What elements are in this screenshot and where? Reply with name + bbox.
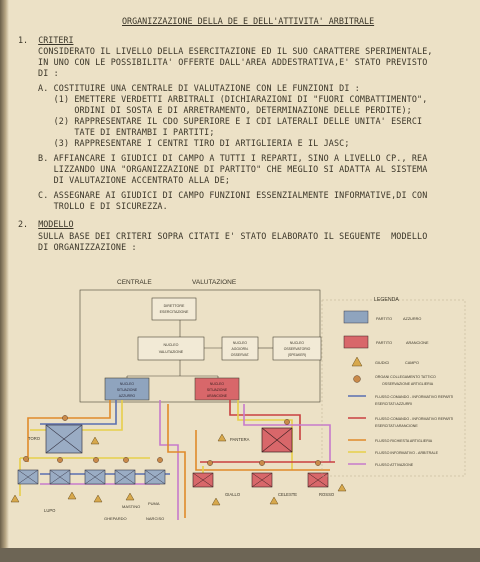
nucleo-valutazione-box (138, 337, 204, 360)
blue-sub-units (18, 470, 165, 484)
flusso-azzurro-line (40, 400, 116, 424)
box-label: NUCLEO (163, 343, 179, 347)
legend-label: FLUSSO ATTIVAZIONE (375, 463, 414, 467)
legend-label: FLUSSO COMANDO - INFORMATIVO REPARTI (375, 395, 454, 399)
organo-circle (207, 460, 212, 465)
giudice-triangle (126, 493, 134, 500)
unit-label: NARCISO (146, 516, 165, 521)
text-line: C. ASSEGNARE AI GIUDICI DI CAMPO FUNZIONI ESSENZIALMENTE INFORMATIVE,DI CON (38, 190, 428, 200)
box-label: SITUAZIONE (116, 388, 138, 392)
box-label: AZZURRO (118, 394, 136, 398)
box-label: NUCLEO (209, 382, 225, 386)
legend-label: ORGANI COLLEGAMENTO TATTICO (375, 375, 436, 379)
box-label: NUCLEO (119, 382, 135, 386)
section-number: 2. (18, 219, 29, 229)
centrale-label: CENTRALE (117, 279, 152, 286)
valutazione-label: VALUTAZIONE (192, 279, 237, 286)
box-label: VALUTAZIONE (158, 350, 184, 354)
organo-circle (157, 457, 162, 462)
legend-label: ARANCIONE (406, 341, 429, 345)
giudice-triangle (11, 495, 19, 502)
unit-label: GHEPARDO (104, 516, 127, 521)
document-title: ORGANIZZAZIONE DELLA DE E DELL'ATTIVITA' ARBITRALE (122, 16, 375, 26)
legend-triangle-icon (352, 357, 362, 366)
text-line: ORDINI DI SOSTA E DI ARRETRAMENTO, DETERMINAZIONE DELLE PERDITE); (38, 105, 412, 115)
blue-unit-labels (44, 501, 164, 521)
legend-label: FLUSSO RICHIESTA ARTIGLIERIA (375, 439, 433, 443)
box-label: AGGIORN. (231, 347, 249, 351)
nucleo-situazione-azzurro-box (105, 378, 149, 400)
legend-circle-icon (354, 376, 361, 383)
unit-label: CELESTE (278, 492, 298, 497)
legend-label: FLUSSO COMANDO - INFORMATIVO REPARTI (375, 417, 454, 421)
box-label: ESERCITAZIONE (159, 310, 189, 314)
legend-label: OSSERVAZIONE ARTIGLIERIA (382, 382, 434, 386)
organo-circle (259, 460, 264, 465)
organo-circle (315, 460, 320, 465)
organo-circle (23, 456, 28, 461)
text-line: DI : (38, 68, 59, 78)
legend (322, 297, 465, 476)
legend-label: GIUDICI (375, 361, 390, 365)
unit-label: GIALLO (225, 492, 241, 497)
section-title: CRITERI (38, 35, 74, 45)
text-line: DI VALUTAZIONE ACCENTRATO ALLA DE; (38, 175, 231, 185)
unit-label: TORO (28, 436, 41, 441)
giudice-triangle (68, 492, 76, 499)
box-label: (SPEAKER) (287, 353, 307, 357)
unit-label: MASTINO (122, 504, 141, 509)
section-number: 1. (18, 35, 29, 45)
section-title: MODELLO (38, 219, 74, 229)
organo-circle (123, 457, 128, 462)
box-label: NUCLEO (289, 341, 305, 345)
nucleo-aggiornamento-box (222, 337, 258, 360)
legend-title: LEGENDA (374, 297, 399, 303)
unit-label: ROSSO (319, 492, 335, 497)
nucleo-osservatorio-box (273, 337, 321, 360)
unit-label: LUPO (44, 508, 56, 513)
giudice-triangle (212, 498, 220, 505)
legend-label: ESERCITATI AZZURRI (375, 402, 413, 406)
red-sub-units (193, 473, 328, 487)
text-line: LIZZANDO UNA "ORGANIZZAZIONE DI PARTITO" CHE MEGLIO SI ADATTA AL SISTEMA (38, 164, 428, 174)
text-line: IN UNO CON LE POSSIBILITA' OFFERTE DALL'AREA ADDESTRATIVA,E' STATO PREVISTO (38, 57, 428, 67)
legend-label: PARTITO (376, 341, 393, 345)
box-label: ARANCIONE (206, 394, 228, 398)
organo-circle (93, 457, 98, 462)
text-line: TROLLO E DI SICUREZZA. (38, 201, 168, 211)
organo-circle (284, 419, 289, 424)
text-line: A. COSTITUIRE UNA CENTRALE DI VALUTAZIONE CON LE FUNZIONI DI : (38, 83, 360, 93)
legend-label: ESERCITATI ARANCIONE (375, 424, 418, 428)
giudice-triangle (338, 484, 346, 491)
text-line: DI ORGANIZZAZIONE : (38, 242, 137, 252)
giudice-triangle (270, 497, 278, 504)
legend-swatch-azzurro (344, 311, 368, 323)
box-label: NUCLEO (232, 341, 248, 345)
unit-label: PANTERA (230, 437, 250, 442)
unit-pantera (230, 428, 292, 452)
text-line: (2) RAPPRESENTARE IL CDO SUPERIORE E I CDI LATERALI DELLE UNITA' ESERCI (38, 116, 423, 126)
box-label: OSSERVAT. (230, 353, 250, 357)
box-label: SITUAZIONE (206, 388, 228, 392)
legend-label: AZZURRO (403, 317, 422, 321)
legend-swatch-arancione (344, 336, 368, 348)
box-label: OSSERVATORIO (283, 347, 311, 351)
direttore-box (152, 298, 196, 320)
giudice-triangle (218, 434, 226, 441)
legend-label: PARTITO (376, 317, 393, 321)
text-line: B. AFFIANCARE I GIUDICI DI CAMPO A TUTTI I REPARTI, SINO A LIVELLO CP., REA (38, 153, 428, 163)
text-line: CONSIDERATO IL LIVELLO DELLA ESERCITAZIONE ED IL SUO CARATTERE SPERIMENTALE, (38, 46, 433, 56)
red-unit-labels (225, 492, 335, 497)
organo-circle (62, 415, 67, 420)
text-line: TATE DI ENTRAMBI I PARTITI; (38, 127, 215, 137)
nucleo-situazione-arancione-box (195, 378, 239, 400)
unit-label: PUMA (148, 501, 160, 506)
legend-label: CAMPO (405, 361, 419, 365)
box-label: DIRETTORE (163, 304, 185, 308)
text-line: SULLA BASE DEI CRITERI SOPRA CITATI E' STATO ELABORATO IL SEGUENTE MODELLO (38, 231, 428, 241)
flusso-artiglieria-line (168, 404, 185, 518)
legend-label: FLUSSO INFORMATIVO - ARBITRALE (375, 451, 439, 455)
giudice-triangle (94, 495, 102, 502)
text-line: (3) RAPPRESENTARE I CENTRI TIRO DI ARTIGLIERIA E IL JASC; (38, 138, 350, 148)
organo-circle (57, 457, 62, 462)
text-line: (1) EMETTERE VERDETTI ARBITRALI (DICHIARAZIONI DI "FUORI COMBATTIMENTO", (38, 94, 428, 104)
giudice-triangle (91, 437, 99, 444)
